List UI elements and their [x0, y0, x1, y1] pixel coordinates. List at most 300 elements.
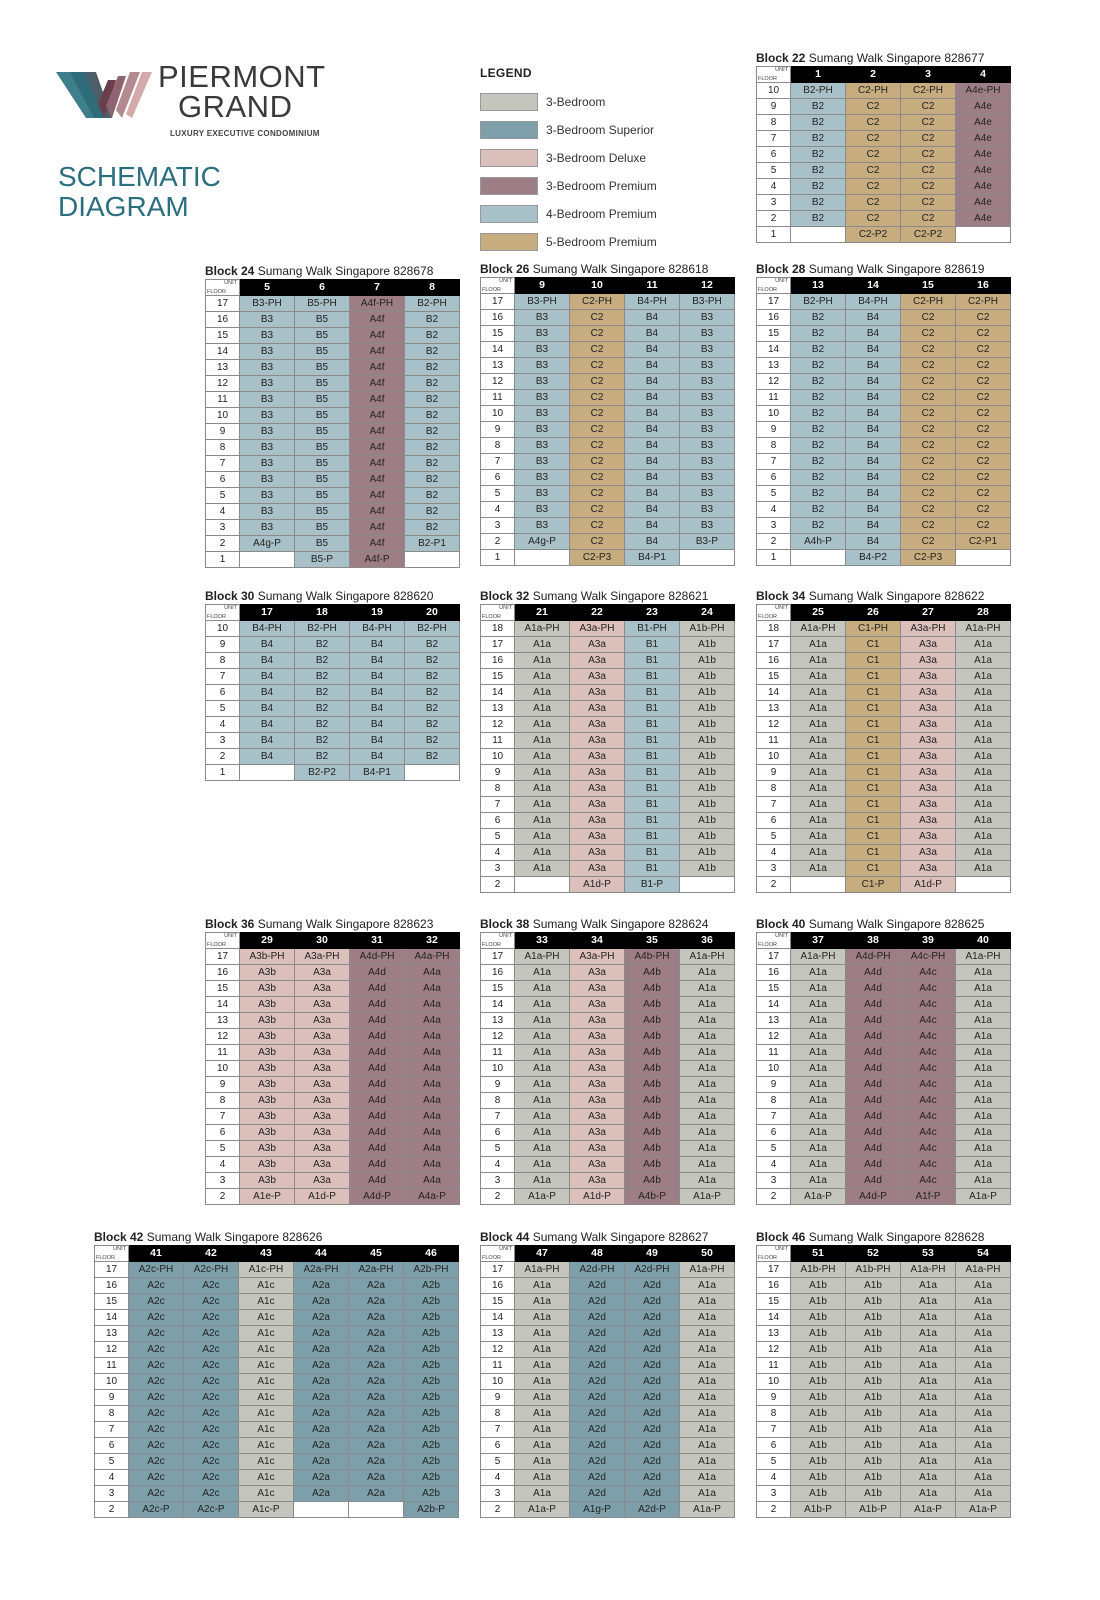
unit-type-cell: A1c	[239, 1454, 294, 1470]
floor-number: 5	[206, 488, 240, 504]
floor-number: 3	[757, 1173, 791, 1189]
unit-type-cell: B3	[240, 408, 295, 424]
unit-number: 25	[791, 605, 846, 621]
floor-row	[757, 1189, 1011, 1205]
unit-type-cell: A2c	[184, 1438, 239, 1454]
unit-type-cell: A1b	[846, 1342, 901, 1358]
unit-type-cell: A2c-PH	[184, 1262, 239, 1278]
unit-type-cell: A1b	[791, 1454, 846, 1470]
floor-row	[481, 390, 735, 406]
unit-type-cell: A2d	[625, 1326, 680, 1342]
floor-row	[481, 685, 735, 701]
floor-row	[757, 550, 1011, 566]
unit-type-cell: A4d	[846, 981, 901, 997]
unit-type-cell: B3	[240, 312, 295, 328]
unit-type-cell: A3a	[570, 669, 625, 685]
floor-row	[481, 518, 735, 534]
unit-type-cell: B4	[846, 518, 901, 534]
corner-floor-label: FLOOR	[482, 287, 501, 293]
unit-type-cell: C2-P1	[956, 534, 1011, 550]
unit-type-cell: A4e	[956, 99, 1011, 115]
floor-number: 15	[206, 328, 240, 344]
unit-number: 52	[846, 1246, 901, 1262]
unit-type-cell: A2d	[570, 1390, 625, 1406]
unit-type-cell: A4e	[956, 147, 1011, 163]
unit-number: 45	[349, 1246, 404, 1262]
floor-row	[481, 1109, 735, 1125]
unit-header-row	[757, 1246, 1011, 1262]
unit-type-cell: A1a	[956, 669, 1011, 685]
unit-type-cell: B4	[240, 717, 295, 733]
brand-logo	[56, 59, 356, 142]
unit-type-cell: A1a-P	[680, 1502, 735, 1518]
unit-type-cell: A4e-PH	[956, 83, 1011, 99]
unit-type-cell: B3	[240, 344, 295, 360]
unit-type-cell: A1a-PH	[515, 621, 570, 637]
unit-type-cell: A4f	[350, 472, 405, 488]
floor-row	[757, 1262, 1011, 1278]
unit-type-cell: B3	[680, 390, 735, 406]
unit-type-cell: A1b	[680, 685, 735, 701]
unit-type-cell: B4	[846, 454, 901, 470]
floor-number: 7	[757, 1109, 791, 1125]
floor-number: 16	[206, 965, 240, 981]
unit-type-cell: A4d	[350, 1157, 405, 1173]
floor-row	[757, 83, 1011, 99]
unit-type-cell: C1	[846, 717, 901, 733]
unit-type-cell: B4	[240, 653, 295, 669]
block-address: Sumang Walk Singapore 828677	[805, 51, 985, 65]
block-address: Sumang Walk Singapore 828618	[529, 262, 709, 276]
floor-row	[95, 1278, 459, 1294]
unit-type-cell: B4	[625, 390, 680, 406]
unit-floor-corner	[757, 1246, 791, 1262]
floor-number: 14	[481, 997, 515, 1013]
floor-number: 12	[757, 1029, 791, 1045]
unit-type-cell: A2d	[625, 1486, 680, 1502]
floor-number: 10	[757, 749, 791, 765]
unit-type-cell: A2c-P	[129, 1502, 184, 1518]
unit-number: 9	[515, 278, 570, 294]
floor-number: 9	[757, 1390, 791, 1406]
unit-type-cell: A1a	[791, 701, 846, 717]
unit-type-cell: C1	[846, 861, 901, 877]
unit-type-cell: A3a	[570, 1125, 625, 1141]
floor-row	[95, 1454, 459, 1470]
unit-type-cell: A2a-PH	[349, 1262, 404, 1278]
unit-type-cell: A1a	[515, 997, 570, 1013]
floor-row	[757, 1294, 1011, 1310]
unit-type-cell: A1a	[956, 1374, 1011, 1390]
unit-type-cell: A4e	[956, 163, 1011, 179]
floor-row	[757, 861, 1011, 877]
unit-type-cell: B2	[405, 360, 460, 376]
floor-row	[757, 374, 1011, 390]
unit-type-cell: A1a	[515, 861, 570, 877]
floor-row	[481, 717, 735, 733]
unit-type-cell: A1a	[680, 1342, 735, 1358]
unit-type-cell: A4f	[350, 440, 405, 456]
block-name: Block 34	[756, 589, 806, 603]
unit-type-cell: A1a	[680, 1406, 735, 1422]
unit-type-cell: A1b	[846, 1278, 901, 1294]
unit-type-cell: A2d	[625, 1294, 680, 1310]
unit-type-cell: A3b	[240, 997, 295, 1013]
floor-row	[481, 1061, 735, 1077]
unit-type-cell: A4b	[625, 1157, 680, 1173]
unit-type-cell: B3	[515, 358, 570, 374]
unit-header-row	[481, 278, 735, 294]
corner-floor-label: FLOOR	[758, 1255, 777, 1261]
unit-type-cell: C2	[570, 454, 625, 470]
floor-number: 16	[206, 312, 240, 328]
unit-type-cell: A1b	[680, 781, 735, 797]
floor-number: 8	[206, 1093, 240, 1109]
unit-type-cell: B2	[791, 502, 846, 518]
unit-number: 14	[846, 278, 901, 294]
unit-type-cell: A3a	[295, 1109, 350, 1125]
unit-type-cell: A3a	[901, 637, 956, 653]
unit-number: 42	[184, 1246, 239, 1262]
unit-type-cell: A3b	[240, 1141, 295, 1157]
unit-table	[480, 277, 735, 566]
unit-type-cell: C2	[956, 358, 1011, 374]
legend-item	[480, 172, 730, 200]
unit-type-cell: B4	[625, 358, 680, 374]
unit-type-cell: A1a	[791, 1061, 846, 1077]
legend-swatch	[480, 149, 538, 167]
unit-number: 39	[901, 933, 956, 949]
floor-number: 15	[481, 1294, 515, 1310]
unit-type-cell: B3	[515, 406, 570, 422]
unit-header-row	[206, 933, 460, 949]
legend-label: 4-Bedroom Premium	[546, 207, 657, 221]
unit-type-cell: B4	[846, 422, 901, 438]
floor-number: 17	[757, 949, 791, 965]
unit-type-cell: A2a	[349, 1390, 404, 1406]
floor-row	[757, 765, 1011, 781]
unit-type-cell: A4a	[405, 1061, 460, 1077]
unit-type-cell: A2d	[570, 1294, 625, 1310]
floor-number: 13	[757, 1013, 791, 1029]
unit-type-cell: A4c	[901, 1173, 956, 1189]
unit-type-cell: A4c	[901, 1045, 956, 1061]
block-name: Block 38	[480, 917, 530, 931]
floor-number: 3	[206, 1173, 240, 1189]
unit-type-cell: B3	[515, 502, 570, 518]
floor-number: 4	[481, 1470, 515, 1486]
unit-type-cell: B2	[791, 438, 846, 454]
unit-type-cell: B2	[295, 701, 350, 717]
floor-number: 17	[757, 1262, 791, 1278]
unit-type-cell: A4a	[405, 997, 460, 1013]
floor-number: 4	[757, 845, 791, 861]
unit-type-cell: A3a	[295, 1061, 350, 1077]
unit-type-cell: B1	[625, 701, 680, 717]
floor-row	[757, 877, 1011, 893]
unit-type-cell: A3a	[295, 1173, 350, 1189]
unit-type-cell: A1c	[239, 1310, 294, 1326]
floor-row	[481, 877, 735, 893]
unit-type-cell: B2	[405, 733, 460, 749]
unit-type-cell: A2b	[404, 1390, 459, 1406]
unit-type-cell: A1a	[515, 1029, 570, 1045]
floor-number: 13	[481, 358, 515, 374]
unit-type-cell: A4e	[956, 179, 1011, 195]
floor-number: 11	[481, 390, 515, 406]
unit-type-cell: A1a	[515, 733, 570, 749]
unit-type-cell: A1a	[791, 653, 846, 669]
unit-type-cell: A1a	[791, 765, 846, 781]
floor-row	[95, 1470, 459, 1486]
floor-number: 10	[481, 406, 515, 422]
unit-type-cell: B4	[625, 342, 680, 358]
unit-type-cell: A1a	[901, 1438, 956, 1454]
block-caption	[94, 1229, 459, 1245]
corner-unit-label: UNIT	[499, 278, 512, 284]
floor-number: 14	[757, 1310, 791, 1326]
unit-type-cell: A4h-P	[791, 534, 846, 550]
unit-type-cell: A1a	[791, 733, 846, 749]
empty-cell	[405, 765, 460, 781]
unit-type-cell: A2c	[184, 1326, 239, 1342]
floor-number: 7	[757, 454, 791, 470]
floor-row	[481, 1262, 735, 1278]
floor-row	[757, 685, 1011, 701]
block-26	[480, 261, 735, 566]
unit-type-cell: A4c	[901, 1093, 956, 1109]
unit-type-cell: A2d	[570, 1486, 625, 1502]
unit-type-cell: C2	[570, 374, 625, 390]
unit-type-cell: A1b	[791, 1422, 846, 1438]
unit-type-cell: A1a	[956, 1157, 1011, 1173]
floor-row	[757, 653, 1011, 669]
unit-type-cell: C2	[570, 342, 625, 358]
floor-number: 17	[206, 949, 240, 965]
unit-type-cell: C2-PH	[846, 83, 901, 99]
unit-type-cell: A3a	[570, 717, 625, 733]
unit-type-cell: A3a	[570, 797, 625, 813]
floor-row	[481, 550, 735, 566]
unit-type-cell: A2d	[625, 1374, 680, 1390]
unit-type-cell: A1b	[680, 637, 735, 653]
floor-row	[757, 438, 1011, 454]
unit-type-cell: A1c	[239, 1486, 294, 1502]
corner-unit-label: UNIT	[775, 933, 788, 939]
unit-type-cell: A1b	[791, 1294, 846, 1310]
floor-row	[481, 1326, 735, 1342]
unit-type-cell: A3b	[240, 965, 295, 981]
unit-type-cell: A1c	[239, 1390, 294, 1406]
floor-row	[206, 1093, 460, 1109]
unit-type-cell: C2	[901, 358, 956, 374]
unit-type-cell: A4b	[625, 1013, 680, 1029]
block-name: Block 42	[94, 1230, 144, 1244]
floor-row	[206, 949, 460, 965]
unit-type-cell: B3	[240, 360, 295, 376]
unit-type-cell: A3a	[570, 733, 625, 749]
floor-number: 6	[206, 1125, 240, 1141]
unit-type-cell: A3a	[570, 981, 625, 997]
unit-type-cell: A1a-PH	[791, 949, 846, 965]
unit-type-cell: C2	[901, 326, 956, 342]
unit-type-cell: A2c	[129, 1406, 184, 1422]
unit-type-cell: C2	[901, 486, 956, 502]
floor-row	[757, 1077, 1011, 1093]
unit-type-cell: A1a	[515, 981, 570, 997]
unit-type-cell: A3a	[295, 997, 350, 1013]
block-caption	[756, 588, 1011, 604]
unit-type-cell: B4-PH	[240, 621, 295, 637]
unit-type-cell: A2b	[404, 1454, 459, 1470]
floor-row	[481, 1013, 735, 1029]
unit-number: 33	[515, 933, 570, 949]
unit-type-cell: C2-PH	[956, 294, 1011, 310]
unit-type-cell: A4d-PH	[350, 949, 405, 965]
floor-number: 15	[481, 981, 515, 997]
unit-type-cell: A4d	[350, 1109, 405, 1125]
floor-number: 3	[206, 520, 240, 536]
floor-number: 15	[757, 669, 791, 685]
unit-type-cell: A2d	[570, 1422, 625, 1438]
floor-number: 3	[757, 1486, 791, 1502]
unit-type-cell: A4d	[846, 997, 901, 1013]
unit-type-cell: A1a	[515, 701, 570, 717]
unit-type-cell: B3	[680, 358, 735, 374]
floor-number: 9	[206, 424, 240, 440]
corner-floor-label: FLOOR	[96, 1255, 115, 1261]
unit-floor-corner	[95, 1246, 129, 1262]
piermont-logo-icon	[56, 66, 166, 124]
unit-number: 32	[405, 933, 460, 949]
block-name: Block 46	[756, 1230, 806, 1244]
unit-type-cell: A1b	[680, 829, 735, 845]
block-address: Sumang Walk Singapore 828623	[254, 917, 434, 931]
unit-type-cell: A2c	[129, 1390, 184, 1406]
unit-type-cell: C2	[570, 502, 625, 518]
unit-type-cell: B3	[515, 374, 570, 390]
unit-type-cell: B2	[791, 195, 846, 211]
unit-type-cell: A1a	[515, 1173, 570, 1189]
unit-type-cell: B2	[405, 328, 460, 344]
floor-number: 2	[481, 877, 515, 893]
unit-type-cell: A3a	[570, 653, 625, 669]
unit-type-cell: B5	[295, 440, 350, 456]
floor-number: 15	[206, 981, 240, 997]
unit-type-cell: A4a-PH	[405, 949, 460, 965]
floor-row	[206, 765, 460, 781]
unit-type-cell: A1a	[515, 845, 570, 861]
unit-type-cell: A2c	[184, 1406, 239, 1422]
floor-row	[481, 765, 735, 781]
unit-type-cell: A3a	[570, 997, 625, 1013]
unit-type-cell: A2a	[294, 1326, 349, 1342]
unit-type-cell: A2d	[625, 1310, 680, 1326]
unit-type-cell: C2	[570, 486, 625, 502]
block-caption	[756, 50, 1011, 66]
unit-type-cell: B2-PH	[405, 621, 460, 637]
floor-row	[206, 1157, 460, 1173]
unit-type-cell: A1b	[846, 1358, 901, 1374]
unit-type-cell: B1	[625, 733, 680, 749]
floor-number: 11	[206, 1045, 240, 1061]
floor-row	[757, 115, 1011, 131]
unit-type-cell: A2b	[404, 1294, 459, 1310]
unit-type-cell: A4a-P	[405, 1189, 460, 1205]
floor-row	[757, 1093, 1011, 1109]
unit-type-cell: A4e	[956, 131, 1011, 147]
floor-row	[206, 1029, 460, 1045]
block-46	[756, 1229, 1011, 1518]
corner-floor-label: FLOOR	[207, 942, 226, 948]
floor-row	[757, 1173, 1011, 1189]
unit-type-cell: A1c	[239, 1422, 294, 1438]
unit-type-cell: B4	[350, 717, 405, 733]
unit-type-cell: A1a	[791, 669, 846, 685]
unit-header-row	[481, 933, 735, 949]
unit-type-cell: A4d	[350, 1013, 405, 1029]
floor-row	[757, 1422, 1011, 1438]
unit-number: 28	[956, 605, 1011, 621]
floor-number: 6	[757, 147, 791, 163]
floor-number: 8	[481, 781, 515, 797]
unit-number: 47	[515, 1246, 570, 1262]
unit-type-cell: A1a	[680, 1173, 735, 1189]
unit-type-cell: A1a	[956, 1326, 1011, 1342]
floor-number: 12	[481, 1029, 515, 1045]
unit-type-cell: A2d	[625, 1406, 680, 1422]
unit-header-row	[757, 605, 1011, 621]
floor-row	[481, 1141, 735, 1157]
floor-number: 17	[481, 1262, 515, 1278]
unit-type-cell: A3a	[570, 1013, 625, 1029]
floor-number: 13	[757, 358, 791, 374]
unit-number: 24	[680, 605, 735, 621]
unit-type-cell: B1	[625, 685, 680, 701]
unit-type-cell: A2d	[625, 1390, 680, 1406]
unit-type-cell: A2a	[294, 1374, 349, 1390]
unit-type-cell: A1a	[515, 685, 570, 701]
unit-type-cell: B2	[295, 669, 350, 685]
floor-row	[206, 1109, 460, 1125]
unit-type-cell: A1a	[956, 1278, 1011, 1294]
unit-type-cell: A3a	[570, 813, 625, 829]
unit-type-cell: A4c	[901, 1029, 956, 1045]
block-34	[756, 588, 1011, 893]
floor-row	[206, 456, 460, 472]
corner-floor-label: FLOOR	[758, 76, 777, 82]
unit-type-cell: B4	[625, 422, 680, 438]
unit-number: 11	[625, 278, 680, 294]
unit-type-cell: B2	[405, 685, 460, 701]
unit-table	[205, 932, 460, 1205]
unit-type-cell: A2a	[349, 1454, 404, 1470]
unit-type-cell: B2	[405, 392, 460, 408]
unit-type-cell: A2c	[129, 1358, 184, 1374]
corner-floor-label: FLOOR	[482, 614, 501, 620]
unit-type-cell: B4	[846, 534, 901, 550]
unit-type-cell: A1a-P	[791, 1189, 846, 1205]
unit-type-cell: A4c	[901, 1109, 956, 1125]
unit-type-cell: B4	[625, 518, 680, 534]
floor-row	[481, 1278, 735, 1294]
unit-type-cell: B5	[295, 408, 350, 424]
unit-type-cell: A4f	[350, 456, 405, 472]
unit-type-cell: A1a-P	[956, 1502, 1011, 1518]
unit-type-cell: A1a	[791, 685, 846, 701]
unit-type-cell: B5	[295, 328, 350, 344]
unit-type-cell: B1	[625, 781, 680, 797]
